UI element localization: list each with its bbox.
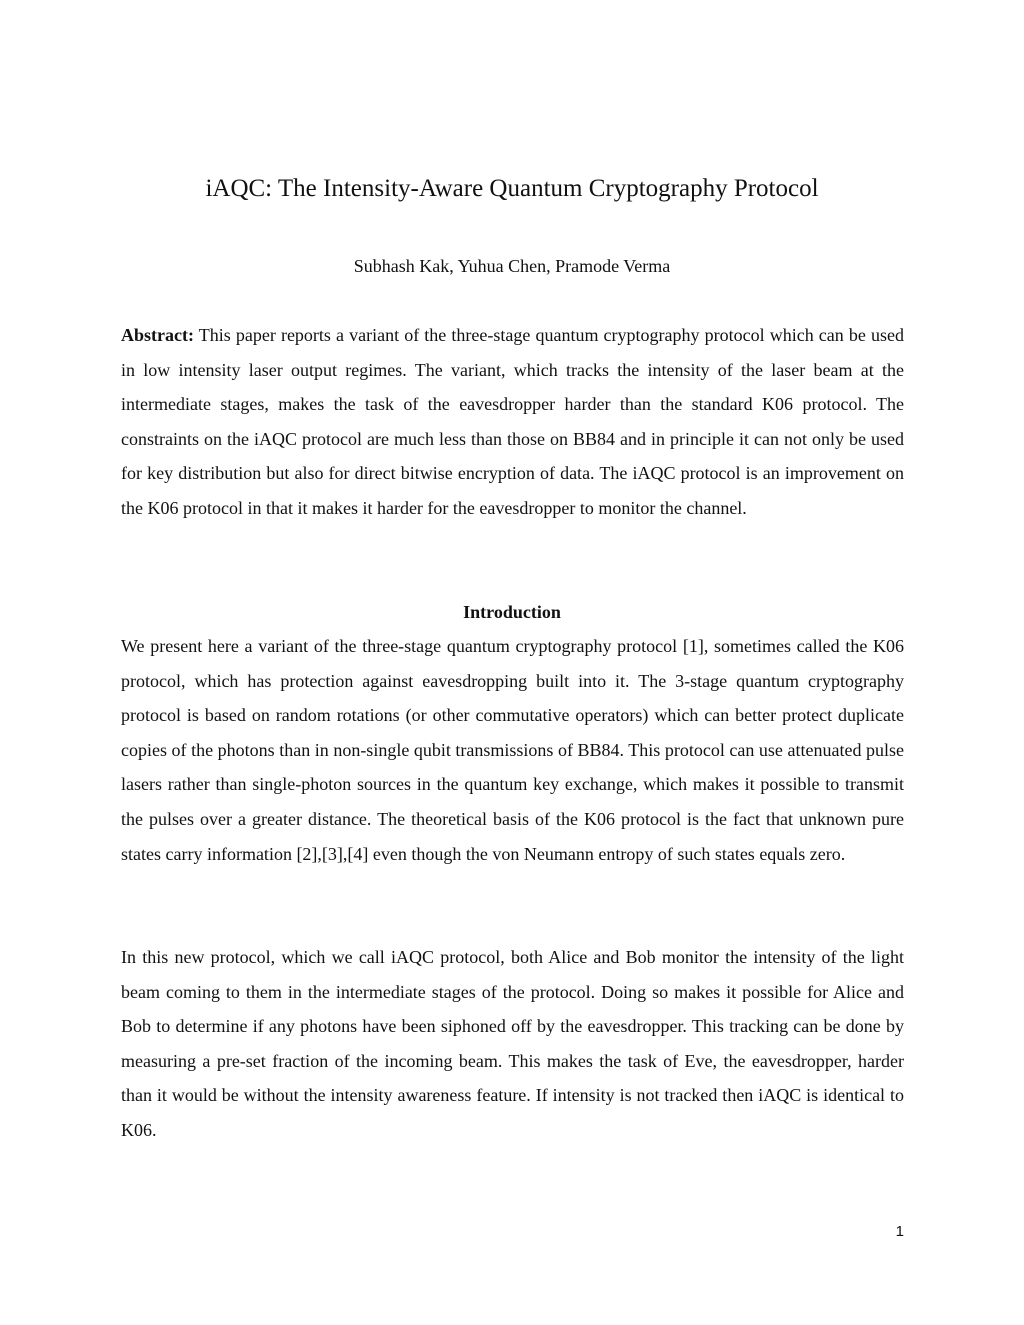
- introduction-paragraph-1: We present here a variant of the three-stage quantum cryptography protocol [1], sometimes called the K06 protocol, which has protection against eavesdropping built into it. The 3-stage quantum cryptography protocol is based on random rotations (or other commutative operators) which can better protect duplicate copies of the photons than in non-single qubit transmissions of BB84. This protocol can use attenuated pulse lasers rather than single-photon sources in the quantum key exchange, which makes it possible to transmit the pulses over a greater distance. The theoretical basis of the K06 protocol is the fact that unknown pure states carry information [2],[3],[4] even though the von Neumann entropy of such states equals zero.: [121, 636, 904, 864]
- page-number: 1: [895, 1223, 904, 1240]
- abstract-paragraph: [121, 318, 904, 526]
- paper-title: iAQC: The Intensity-Aware Quantum Cryptography Protocol: [205, 175, 819, 202]
- section-heading-introduction: Introduction: [463, 602, 561, 622]
- abstract-text: This paper reports a variant of the three-stage quantum cryptography protocol which can be used in low intensity laser output regimes. The variant, which tracks the intensity of the laser beam at the intermediate stages, makes the task of the eavesdropper harder than the standard K06 protocol. The constraints on the iAQC protocol are much less than those on BB84 and in principle it can not only be used for key distribution but also for direct bitwise encryption of data. The iAQC protocol is an improvement on the K06 protocol in that it makes it harder for the eavesdropper to monitor the channel.: [121, 325, 904, 518]
- author-list: Subhash Kak, Yuhua Chen, Pramode Verma: [353, 256, 671, 276]
- introduction-paragraph-2: In this new protocol, which we call iAQC protocol, both Alice and Bob monitor the intensity of the light beam coming to them in the intermediate stages of the protocol. Doing so makes it possible for Alice and Bob to determine if any photons have been siphoned off by the eavesdropper. This tracking can be done by measuring a pre-set fraction of the incoming beam. This makes the task of Eve, the eavesdropper, harder than it would be without the intensity awareness feature. If intensity is not tracked then iAQC is identical to K06.: [121, 947, 904, 1140]
- abstract-label: Abstract:: [121, 325, 194, 345]
